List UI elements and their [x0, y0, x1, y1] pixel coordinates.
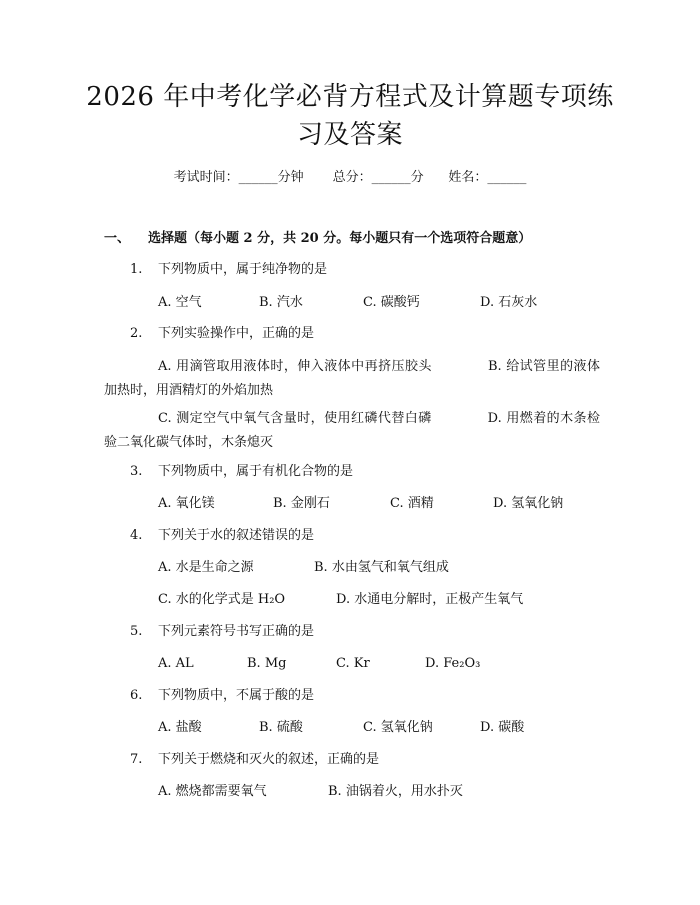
score-label: 总分：: [332, 170, 372, 185]
option-c: C. 测定空气中氧气含量时，使用红磷代替白磷: [158, 411, 432, 426]
name-blank: ______: [487, 170, 527, 185]
question-4: [130, 526, 314, 546]
option-b: B. 水由氢气和氧气组成: [314, 560, 449, 575]
question-stem: 下列元素符号书写正确的是: [158, 624, 315, 639]
option-a: A. AL: [158, 656, 194, 671]
option-a: A. 盐酸: [158, 720, 202, 735]
question-2: [130, 324, 314, 344]
title-line-2: 习及答案: [296, 120, 403, 150]
option-b: B. 汽水: [259, 295, 303, 310]
question-1: [130, 260, 327, 280]
question-7: [130, 750, 379, 770]
time-label: 考试时间：: [173, 170, 239, 185]
question-5: [130, 622, 314, 642]
option-c: C. Kr: [336, 656, 370, 671]
question-number: 4.: [130, 528, 143, 543]
option-b: B. Mg: [247, 656, 287, 671]
name-label: 姓名：: [448, 170, 488, 185]
question-stem: 下列关于燃烧和灭火的叙述，正确的是: [158, 752, 380, 767]
option-d: D. 氢氧化钠: [493, 496, 564, 511]
question-6: [130, 686, 314, 706]
question-stem: 下列实验操作中，正确的是: [158, 326, 315, 341]
question-stem: 下列关于水的叙述错误的是: [158, 528, 315, 543]
score-blank: ______: [371, 170, 411, 185]
option-a: A. 空气: [158, 295, 202, 310]
question-number: 7.: [130, 752, 143, 767]
option-d: D. 碳酸: [480, 720, 525, 735]
question-stem: 下列物质中，属于有机化合物的是: [158, 464, 354, 479]
question-number: 2.: [130, 326, 143, 341]
question-stem: 下列物质中，属于纯净物的是: [158, 262, 328, 277]
section-number: 一、: [104, 231, 131, 246]
question-number: 6.: [130, 688, 143, 703]
option-c: C. 氢氧化钠: [363, 720, 433, 735]
score-unit: 分: [410, 170, 424, 185]
option-b: B. 硫酸: [259, 720, 303, 735]
question-number: 3.: [130, 464, 143, 479]
time-unit: 分钟: [277, 170, 304, 185]
option-d: D. 水通电分解时，正极产生氧气: [336, 592, 524, 607]
question-2-options-cd: [104, 407, 600, 455]
option-d: D. Fe₂O₃: [425, 656, 481, 671]
option-c: C. 酒精: [390, 496, 434, 511]
title-line-1: 2026 年中考化学必背方程式及计算题专项练: [86, 82, 614, 112]
document-title: [60, 78, 640, 154]
question-number: 5.: [130, 624, 143, 639]
option-a: A. 燃烧都需要氧气: [158, 784, 267, 799]
option-b: B. 油锅着火，用水扑灭: [328, 784, 463, 799]
question-stem: 下列物质中，不属于酸的是: [158, 688, 315, 703]
option-a: A. 水是生命之源: [158, 560, 254, 575]
option-d: D. 石灰水: [480, 295, 538, 310]
section-heading: [104, 229, 531, 249]
question-number: 1.: [130, 262, 143, 277]
question-3: [130, 462, 353, 482]
time-blank: ______: [238, 170, 278, 185]
option-d: D. 用燃着的木条检验二氧化碳气体时，木条熄灭: [104, 411, 600, 450]
option-b: B. 金刚石: [273, 496, 330, 511]
option-a: A. 用滴管取用液体时，伸入液体中再挤压胶头: [158, 359, 432, 374]
option-c: C. 碳酸钙: [363, 295, 420, 310]
question-2-options-ab: [104, 355, 600, 403]
option-c: C. 水的化学式是 H₂O: [158, 592, 286, 607]
section-title: 选择题（每小题 2 分，共 20 分。每小题只有一个选项符合题意）: [148, 231, 532, 246]
exam-info: [0, 168, 700, 188]
option-a: A. 氧化镁: [158, 496, 215, 511]
option-b: B. 给试管里的液体加热时，用酒精灯的外焰加热: [104, 359, 601, 398]
